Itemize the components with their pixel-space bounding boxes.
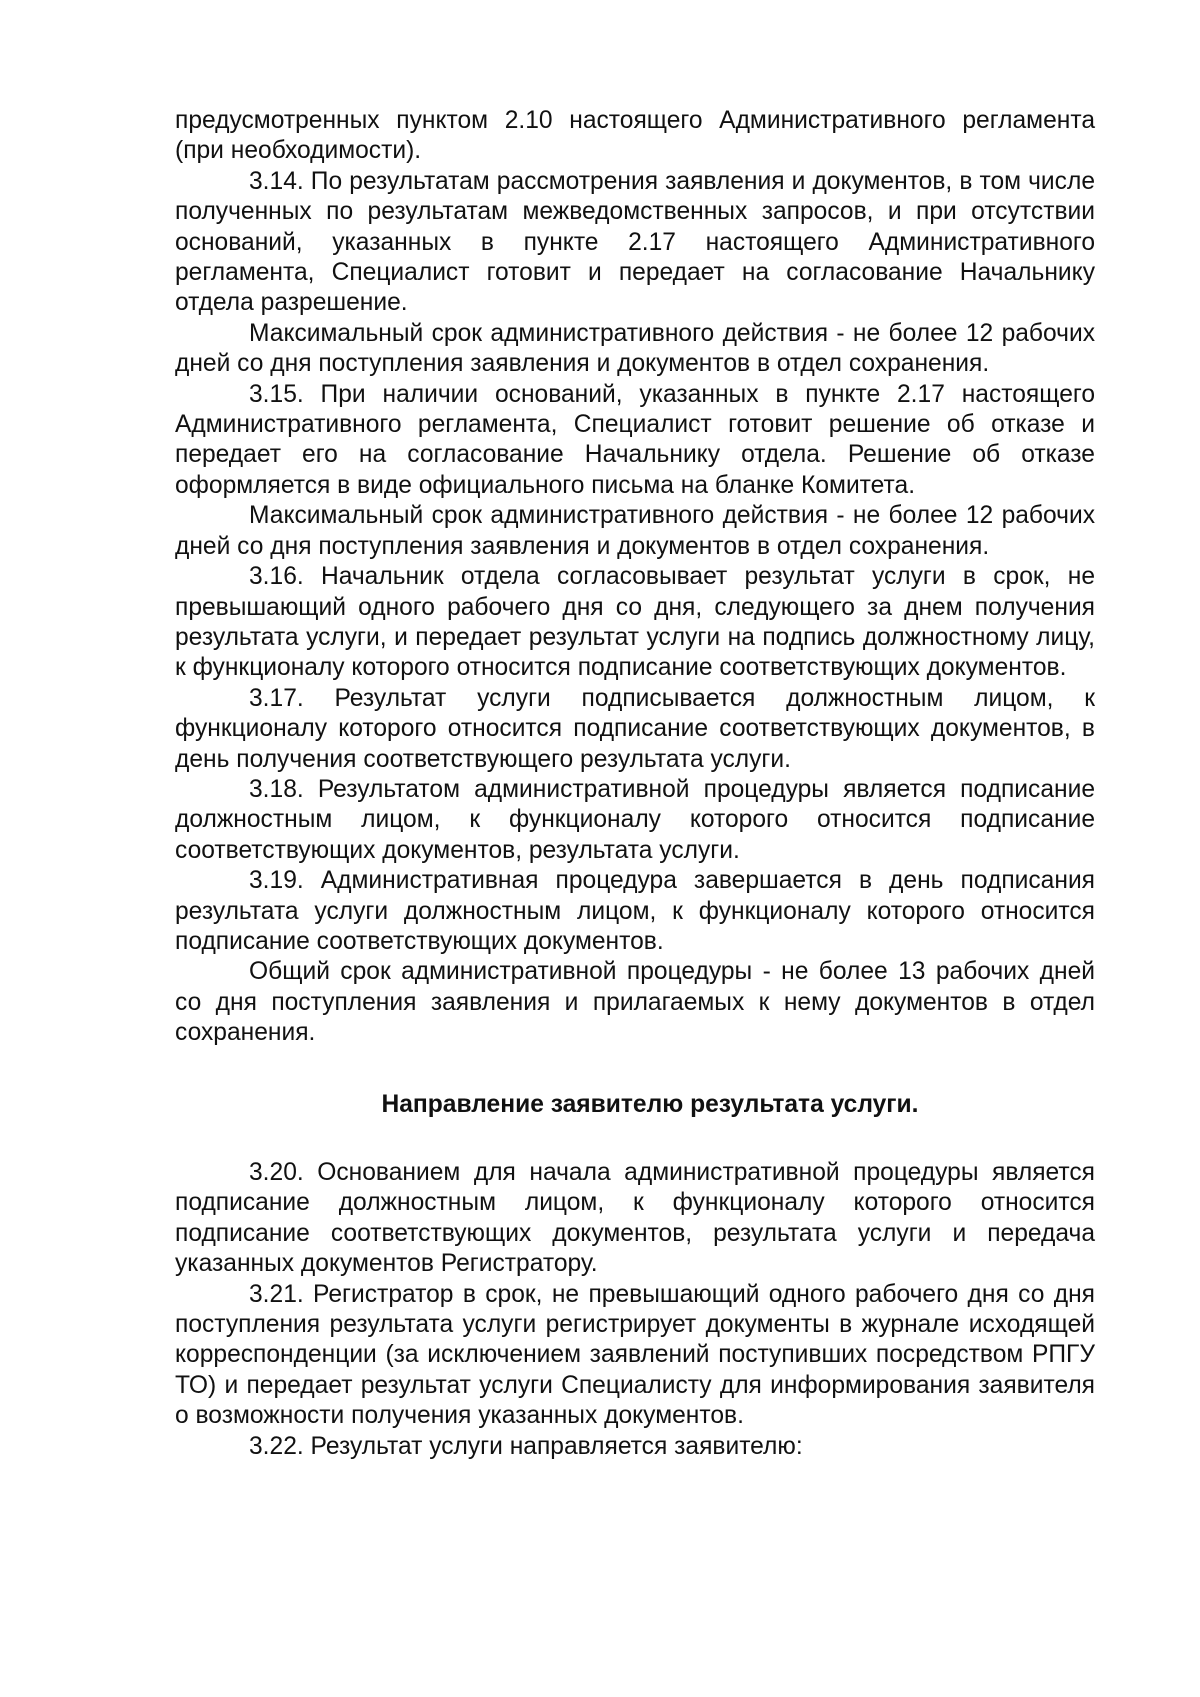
paragraph-3-19: 3.19. Административная процедура завершается в день подписания результата услуги должностным лицом, к функционалу которого относится подписание соответствующих документов. [175,867,1095,955]
paragraph-3-17: 3.17. Результат услуги подписывается должностным лицом, к функционалу которого относится подписание соответствующих документов, в день получения соответствующего результата услуги. [175,684,1095,773]
paragraph-3-18: 3.18. Результатом административной процедуры является подписание должностным лицом, к функционалу которого относится подписание соответствующих документов, результата услуги. [175,775,1095,864]
paragraph-3-16: 3.16. Начальник отдела согласовывает результат услуги в срок, не превышающий одного рабочего дня со дня, следующего за днем получения результата услуги, и передает результат услуги на подпись должностному лицу, к функционалу которого относится подписание соответствующих документов. [175,563,1095,682]
paragraph-3-14: 3.14. По результатам рассмотрения заявления и документов, в том числе полученных по результатам межведомственных запросов, и при отсутствии оснований, указанных в пункте 2.17 настоящего Административного регламента, Специалист готовит и передает на согласование Начальнику отдела разрешение. [175,167,1095,317]
paragraph-3-15: 3.15. При наличии оснований, указанных в пункте 2.17 настоящего Административного регламента, Специалист готовит решение об отказе и передает его на согласование Начальнику отдела. Решение об отказе оформляется в виде официального письма на бланке Комитета. [175,380,1095,499]
paragraph-3-22: 3.22. Результат услуги направляется заявителю: [249,1432,803,1460]
paragraph-max-term-1: Максимальный срок административного действия - не более 12 рабочих дней со дня поступления заявления и документов в отдел сохранения. [175,319,1095,378]
paragraph-total-term: Общий срок административной процедуры - не более 13 рабочих дней со дня поступления заявления и прилагаемых к нему документов в отдел сохранения. [175,958,1095,1047]
paragraph-continuation: предусмотренных пунктом 2.10 настоящего Административного регламента (при необходимости). [175,107,1095,165]
document-page [175,106,1095,1462]
section-heading: Направление заявителю результата услуги. [381,1090,919,1118]
paragraph-3-21: 3.21. Регистратор в срок, не превышающий одного рабочего дня со дня поступления результата услуги регистрирует документы в журнале исходящей корреспонденции (за исключением заявлений поступивших посредством РПГУ ТО) и передает результат услуги Специалисту для информирования заявителя о возможности получения указанных документов. [175,1280,1095,1430]
paragraph-max-term-2: Максимальный срок административного действия - не более 12 рабочих дней со дня поступления заявления и документов в отдел сохранения. [175,502,1095,560]
paragraph-3-20: 3.20. Основанием для начала административной процедуры является подписание должностным лицом, к функционалу которого относится подписание соответствующих документов, результата услуги и передача указанных документов Регистратору. [175,1159,1095,1278]
